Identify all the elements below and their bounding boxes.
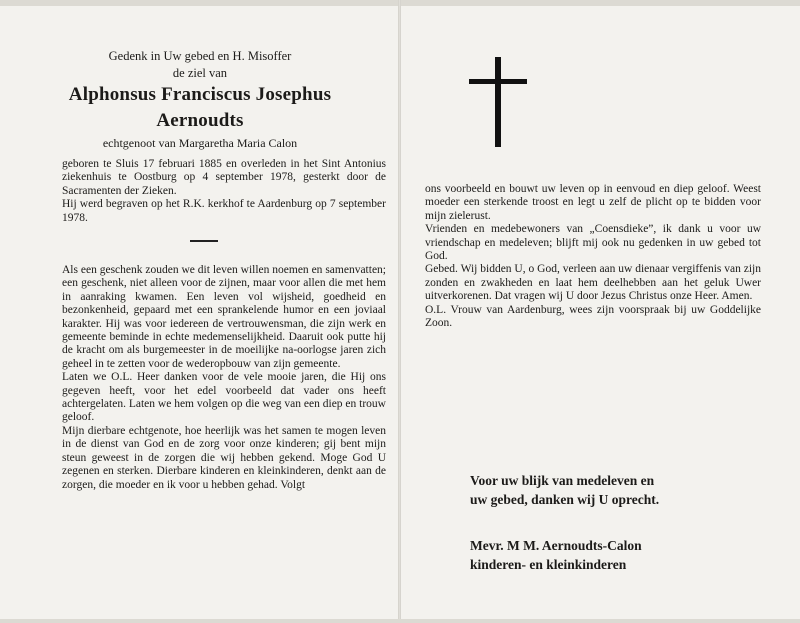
eulogy-paragraph: Laten we O.L. Heer danken voor de vele mooie jaren, die Hij ons gegeven heeft, voor het edel voorbeeld dat vader ons heeft achtergelaten. Laten we hem volgen op die weg van een diep en trouw geloof.: [62, 371, 386, 424]
eulogy-text: [62, 264, 386, 492]
thanks-line-2: uw gebed, danken wij U oprecht.: [470, 492, 660, 507]
prayer-paragraph: Gebed. Wij bidden U, o God, verleen aan uw dienaar vergiffenis van zijn zonden en zwakheden en laat hem deelhebben aan het geluk Uwer uitverkorenen. Dat vragen wij U door Jezus Christus onze Heer. Amen.: [425, 263, 761, 303]
eulogy-paragraph: Als een geschenk zouden we dit leven willen noemen en samenvatten; een geschenk, niet alleen voor de zijnen, maar voor allen die met hem in aanraking kwamen. Een leven vol wijsheid, goedheid en bezonkenheid, gepaard met een sprankelende humor en een joviaal karakter. Hij was voor iedereen de vertrouwensman, die zijn werk en gemeente beminde in echte medemenselijkheid. Daaruit ook putte hij de kracht om als burgemeester in de moeilijke na-oorlogse jaren zich geheel in te zetten voor de wederopbouw van zijn gemeente.: [62, 264, 386, 370]
separator-dash: [190, 240, 218, 242]
signer-line-2: kinderen- en kleinkinderen: [470, 557, 627, 572]
spouse-line: echtgenoot van Margaretha Maria Calon: [102, 136, 298, 150]
cross-icon: [469, 57, 527, 147]
burial-paragraph: Hij werd begraven op het R.K. kerkhof te Aardenburg op 7 september 1978.: [62, 198, 386, 224]
intro-line-2: de ziel van: [172, 66, 228, 80]
birth-death-paragraph: geboren te Sluis 17 februari 1885 en overleden in het Sint Antonius ziekenhuis te Oostburg op 4 september 1978, gesterkt door de Sacramenten der Zieken.: [62, 158, 386, 197]
intro: [60, 48, 340, 82]
eulogy-paragraph: Mijn dierbare echtgenote, hoe heerlijk was het samen te mogen leven in de dienst van God en de zorg voor onze kinderen; gij bent mijn steun geweest in de zorgen die wij hebben gekend. Moge God U zegenen en sterken. Dierbare kinderen en kleinkinderen, denkt aan de zorgen, die moeder en ik voor u hebben gehad. Volgt: [62, 424, 386, 491]
continued-paragraph: ons voorbeeld en bouwt uw leven op in eenvoud en diep geloof. Weest moeder een sterkende troost en legt u zelf de plicht op te bidden voor mijn zielerust.: [425, 183, 761, 222]
deceased-name-line-2: Aernoudts: [156, 110, 244, 131]
deceased-name-line-1: Alphonsus Franciscus Josephus: [68, 84, 332, 105]
signer-line-1: Mevr. M M. Aernoudts-Calon: [470, 538, 642, 553]
continued-paragraph: O.L. Vrouw van Aardenburg, wees zijn voorspraak bij uw Goddelijke Zoon.: [425, 303, 761, 330]
intro-line-1: Gedenk in Uw gebed en H. Misoffer: [108, 49, 292, 63]
thanks-line-1: Voor uw blijk van medeleven en: [470, 473, 655, 488]
continued-paragraph: Vrienden en medebewoners van „Coensdieke”, ik dank u voor uw vriendschap en medeleven; blijft mij ook nu gedenken in uw gebed tot God.: [425, 223, 761, 263]
life-facts: [62, 158, 386, 225]
thanks-message: [470, 471, 780, 509]
left-page: [0, 0, 398, 623]
eulogy-continued: [425, 183, 761, 330]
signers: [470, 536, 780, 574]
